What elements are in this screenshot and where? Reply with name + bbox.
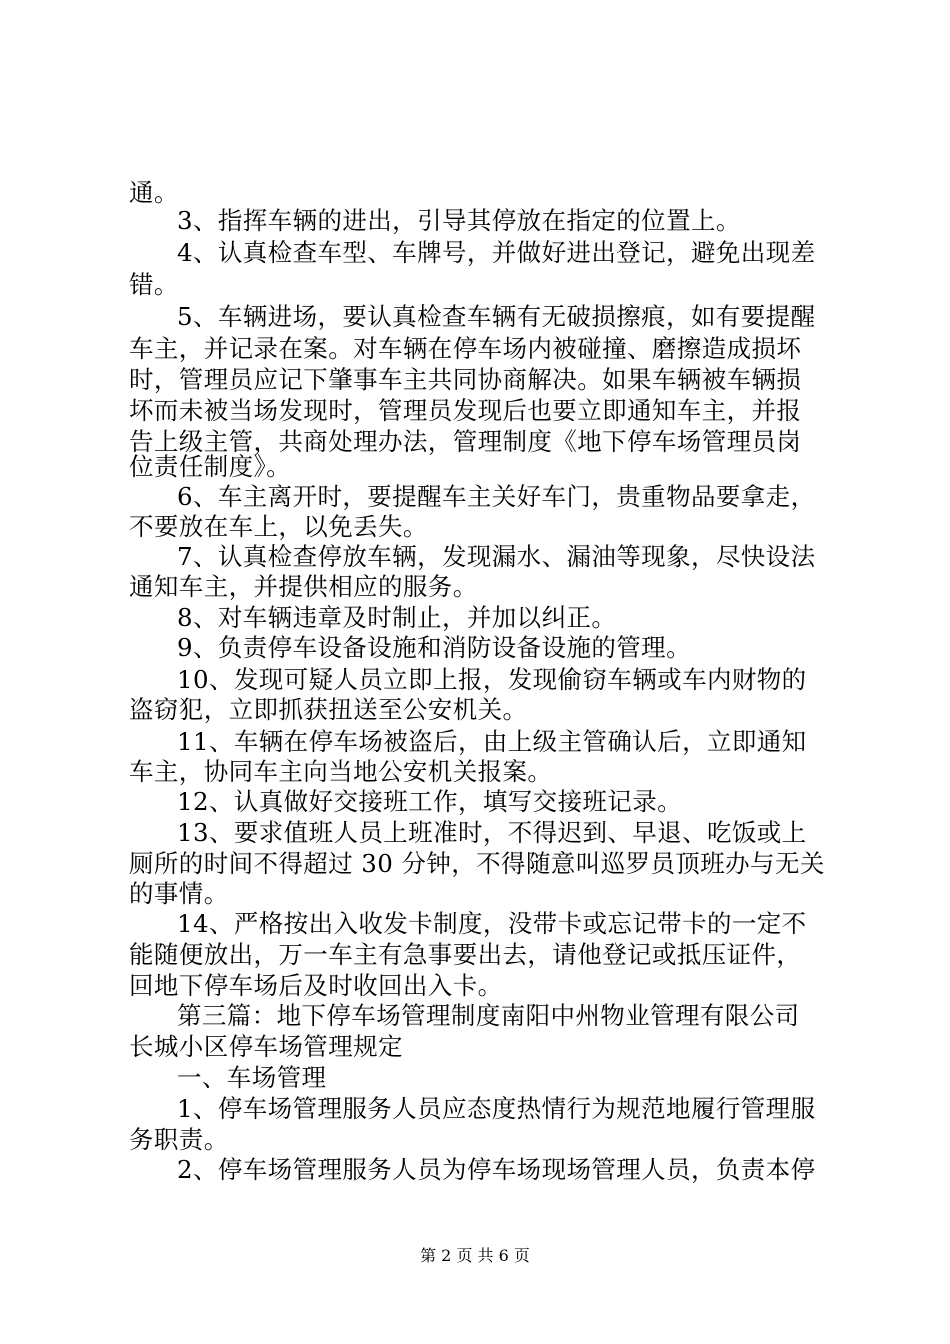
text-line: 8、对车辆违章及时制止，并加以纠正。 xyxy=(177,603,617,632)
page-number: 第 2 页 共 6 页 xyxy=(420,1246,530,1265)
text-line: 14、严格按出入收发卡制度，没带卡或忘记带卡的一定不 xyxy=(177,909,807,938)
text-line: 1、停车场管理服务人员应态度热情行为规范地履行管理服 xyxy=(177,1094,816,1123)
text-line: 车主，并记录在案。对车辆在停车场内被碰撞、磨擦造成损坏 xyxy=(129,334,802,363)
text-line: 6、车主离开时，要提醒车主关好车门，贵重物品要拿走， xyxy=(177,482,816,511)
text-line: 车主，协同车主向当地公安机关报案。 xyxy=(129,757,553,786)
subsection-heading: 一、车场管理 xyxy=(177,1063,327,1092)
text-line: 厕所的时间不得超过 30 分钟，不得随意叫巡罗员顶班办与无关 xyxy=(129,849,825,878)
text-line: 盗窃犯，立即抓获扭送至公安机关。 xyxy=(129,695,528,724)
text-line: 7、认真检查停放车辆，发现漏水、漏油等现象，尽快设法 xyxy=(177,542,816,571)
text-line: 错。 xyxy=(129,270,179,299)
text-line: 能随便放出，万一车主有急事要出去，请他登记或抵压证件， xyxy=(129,940,802,969)
text-line: 坏而未被当场发现时，管理员发现后也要立即通知车主，并报 xyxy=(129,396,802,425)
text-line: 13、要求值班人员上班准时，不得迟到、早退、吃饭或上 xyxy=(177,818,807,847)
text-line: 3、指挥车辆的进出，引导其停放在指定的位置上。 xyxy=(177,206,741,235)
text-line: 时，管理员应记下肇事车主共同协商解决。如果车辆被车辆损 xyxy=(129,365,802,394)
text-line: 通。 xyxy=(129,178,179,207)
text-line: 的事情。 xyxy=(129,879,229,908)
text-line: 位责任制度》。 xyxy=(129,452,292,481)
text-line: 回地下停车场后及时收回出入卡。 xyxy=(129,971,503,1000)
text-line: 4、认真检查车型、车牌号，并做好进出登记，避免出现差 xyxy=(177,238,816,267)
text-line: 不要放在车上，以免丢失。 xyxy=(129,512,428,541)
text-line: 告上级主管，共商处理办法，管理制度《地下停车场管理员岗 xyxy=(129,427,802,456)
text-line: 务职责。 xyxy=(129,1125,229,1154)
text-line: 2、停车场管理服务人员为停车场现场管理人员，负责本停 xyxy=(177,1155,816,1184)
section-heading: 第三篇：地下停车场管理制度南阳中州物业管理有限公司 xyxy=(177,1001,800,1030)
text-line: 5、车辆进场，要认真检查车辆有无破损擦痕，如有要提醒 xyxy=(177,302,816,331)
text-line: 9、负责停车设备设施和消防设备设施的管理。 xyxy=(177,633,691,662)
text-line: 通知车主，并提供相应的服务。 xyxy=(129,572,478,601)
text-line: 12、认真做好交接班工作，填写交接班记录。 xyxy=(177,787,683,816)
text-line: 11、车辆在停车场被盗后，由上级主管确认后，立即通知 xyxy=(177,727,807,756)
section-heading: 长城小区停车场管理规定 xyxy=(129,1032,403,1061)
text-line: 10、发现可疑人员立即上报，发现偷窃车辆或车内财物的 xyxy=(177,665,807,694)
